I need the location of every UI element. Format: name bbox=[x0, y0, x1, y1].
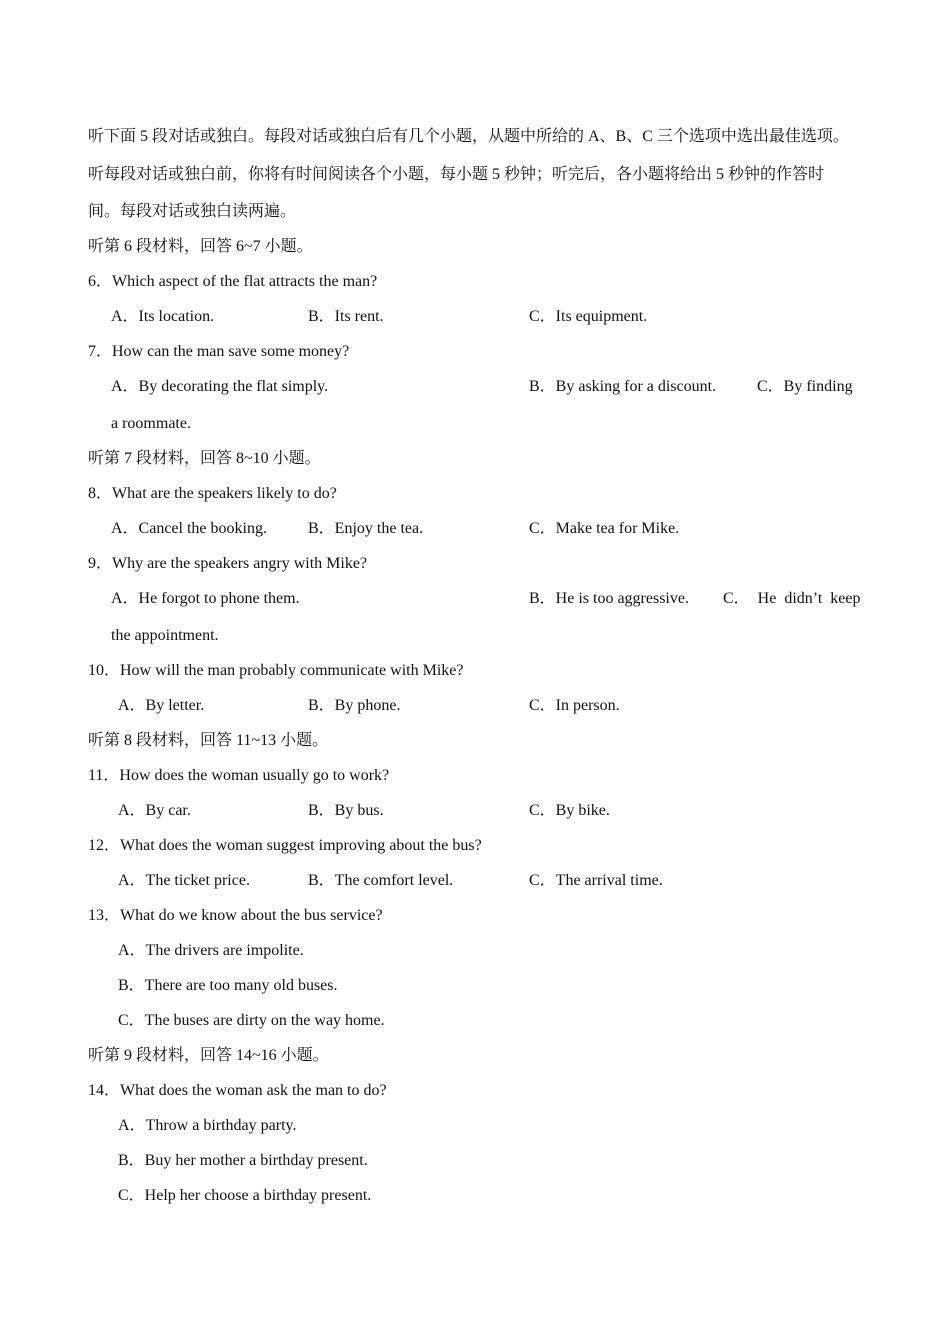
question-10-stem: 10．How will the man probably communicate with Mike? bbox=[88, 662, 464, 679]
section-heading-6: 听第 6 段材料，回答 6~7 小题。 bbox=[88, 238, 313, 255]
question-12-option-b: B．The comfort level. bbox=[308, 872, 454, 889]
question-13-option-c: C．The buses are dirty on the way home. bbox=[118, 1012, 385, 1029]
question-7-option-c: C．By finding bbox=[757, 378, 853, 395]
instruction-line-3: 间。每段对话或独白读两遍。 bbox=[88, 203, 297, 220]
question-10-option-a: A．By letter. bbox=[118, 697, 205, 714]
question-7-option-c-continued: a roommate. bbox=[111, 415, 191, 432]
question-11-option-a: A．By car. bbox=[118, 802, 191, 819]
question-12-option-a: A．The ticket price. bbox=[118, 872, 250, 889]
question-8-option-b: B．Enjoy the tea. bbox=[308, 520, 424, 537]
question-7-stem: 7．How can the man save some money? bbox=[88, 343, 350, 360]
question-7-option-b: B．By asking for a discount. bbox=[529, 378, 717, 395]
question-7-option-a: A．By decorating the flat simply. bbox=[111, 378, 329, 395]
question-13-option-a: A．The drivers are impolite. bbox=[118, 942, 304, 959]
question-10-option-c: C．In person. bbox=[529, 697, 620, 714]
question-11-option-c: C．By bike. bbox=[529, 802, 610, 819]
question-9-stem: 9．Why are the speakers angry with Mike? bbox=[88, 555, 368, 572]
question-14-option-a: A．Throw a birthday party. bbox=[118, 1117, 297, 1134]
question-8-option-c: C．Make tea for Mike. bbox=[529, 520, 680, 537]
instruction-line-2: 听每段对话或独白前，你将有时间阅读各个小题，每小题 5 秒钟；听完后，各小题将给出 5 秒钟的作答时 bbox=[88, 166, 825, 183]
question-9-option-c-continued: the appointment. bbox=[111, 627, 219, 644]
question-13-stem: 13．What do we know about the bus service? bbox=[88, 907, 383, 924]
question-9-option-c: C． He didn’t keep bbox=[723, 590, 861, 607]
question-12-stem: 12．What does the woman suggest improving about the bus? bbox=[88, 837, 482, 854]
question-6-option-a: A．Its location. bbox=[111, 308, 215, 325]
question-10-option-b: B．By phone. bbox=[308, 697, 401, 714]
question-14-option-b: B．Buy her mother a birthday present. bbox=[118, 1152, 368, 1169]
question-14-option-c: C．Help her choose a birthday present. bbox=[118, 1187, 372, 1204]
question-9-option-b: B．He is too aggressive. bbox=[529, 590, 689, 607]
question-9-option-a: A．He forgot to phone them. bbox=[111, 590, 300, 607]
question-6-option-b: B．Its rent. bbox=[308, 308, 384, 325]
section-heading-9: 听第 9 段材料，回答 14~16 小题。 bbox=[88, 1047, 329, 1064]
instruction-line-1: 听下面 5 段对话或独白。每段对话或独白后有几个小题，从题中所给的 A、B、C 三个选项中选出最佳选项。 bbox=[88, 128, 849, 145]
question-13-option-b: B．There are too many old buses. bbox=[118, 977, 338, 994]
question-8-option-a: A．Cancel the booking. bbox=[111, 520, 267, 537]
section-heading-7: 听第 7 段材料，回答 8~10 小题。 bbox=[88, 450, 321, 467]
question-14-stem: 14．What does the woman ask the man to do? bbox=[88, 1082, 387, 1099]
question-6-stem: 6．Which aspect of the flat attracts the man? bbox=[88, 273, 378, 290]
question-11-option-b: B．By bus. bbox=[308, 802, 384, 819]
question-8-stem: 8．What are the speakers likely to do? bbox=[88, 485, 337, 502]
question-12-option-c: C．The arrival time. bbox=[529, 872, 663, 889]
question-6-option-c: C．Its equipment. bbox=[529, 308, 648, 325]
section-heading-8: 听第 8 段材料，回答 11~13 小题。 bbox=[88, 732, 329, 749]
question-11-stem: 11．How does the woman usually go to work? bbox=[88, 767, 390, 784]
